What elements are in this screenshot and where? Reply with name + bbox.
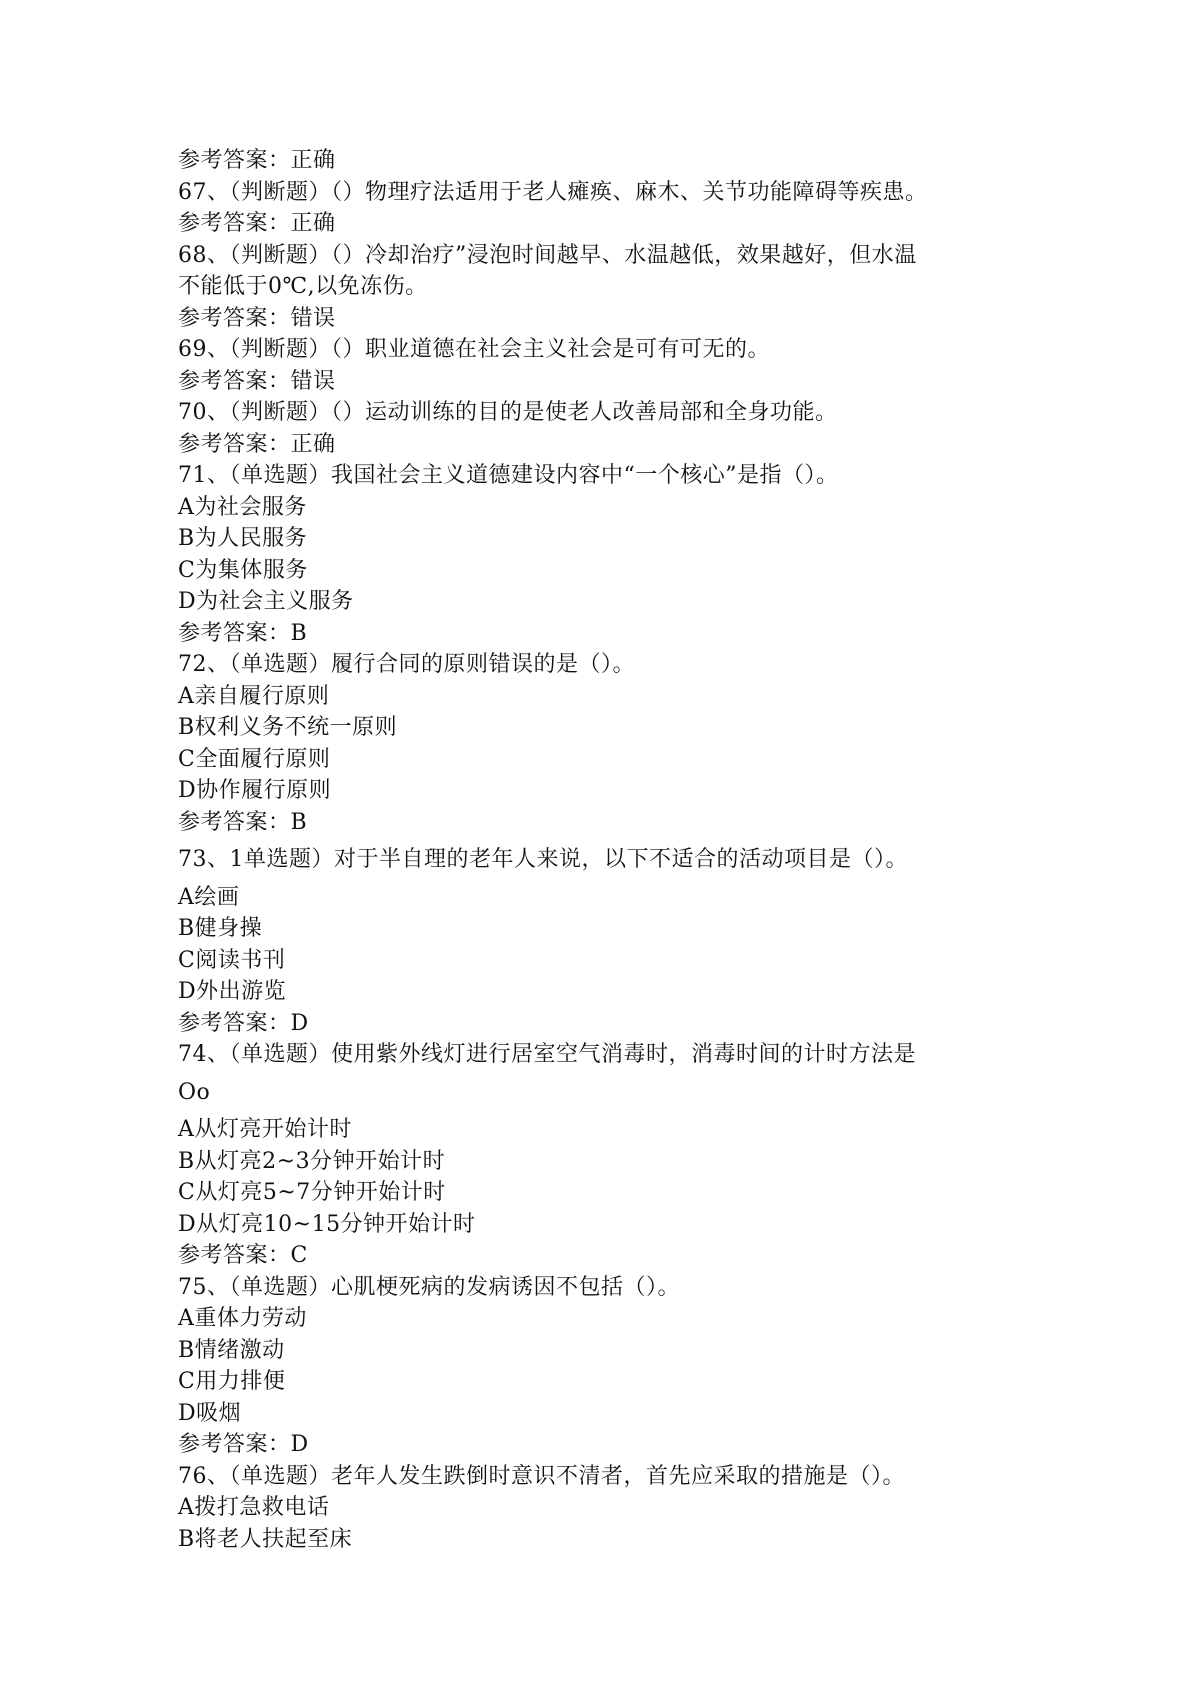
option-a: A从灯亮开始计时 — [178, 1117, 352, 1142]
question-69: 69、（判断题）（）职业道德在社会主义社会是可有可无的。 — [178, 337, 770, 362]
document-page — [178, 145, 1038, 1555]
question-74: 74、（单选题）使用紫外线灯进行居室空气消毒时，消毒时间的计时方法是 — [178, 1042, 916, 1067]
option-b: B从灯亮2~3分钟开始计时 — [178, 1148, 446, 1174]
option-b: B为人民服务 — [178, 526, 308, 551]
answer-line: 参考答案：D — [178, 1010, 309, 1036]
answer-line: 参考答案：错误 — [178, 368, 336, 394]
question-68: 68、（判断题）（）冷却治疗”浸泡时间越早、水温越低，效果越好，但水温 — [178, 242, 917, 268]
answer-line: 参考答案：错误 — [178, 305, 336, 331]
answer-line: 参考答案：C — [178, 1243, 308, 1268]
option-b: B权利义务不统一原则 — [178, 715, 398, 740]
question-75: 75、（单选题）心肌梗死病的发病诱因不包括（）。 — [178, 1274, 680, 1300]
option-a: A绘画 — [178, 884, 240, 910]
option-d: D为社会主义服务 — [178, 589, 354, 614]
option-b: B健身操 — [178, 916, 263, 941]
option-c: C全面履行原则 — [178, 746, 331, 772]
answer-line: 参考答案：正确 — [178, 211, 336, 236]
option-a: A亲自履行原则 — [178, 683, 330, 709]
option-a: A拨打急救电话 — [178, 1495, 330, 1520]
question-68-continued: 不能低于0℃,以免冻伤。 — [178, 274, 428, 299]
option-c: C用力排便 — [178, 1369, 286, 1394]
question-71: 71、（单选题）我国社会主义道德建设内容中“一个核心”是指（）。 — [178, 463, 839, 488]
option-c: C从灯亮5~7分钟开始计时 — [178, 1180, 446, 1205]
option-d: D协作履行原则 — [178, 778, 332, 803]
answer-line: 参考答案：正确 — [178, 431, 336, 457]
option-a: A重体力劳动 — [178, 1306, 307, 1331]
option-b: B将老人扶起至床 — [178, 1526, 353, 1552]
answer-line: 参考答案：D — [178, 1432, 309, 1457]
option-d: D从灯亮10~15分钟开始计时 — [178, 1211, 476, 1237]
answer-line: 参考答案：B — [178, 620, 308, 646]
answer-line: 参考答案：B — [178, 809, 308, 835]
question-74-continued: Oo — [178, 1079, 211, 1105]
answer-line: 参考答案：正确 — [178, 148, 336, 173]
question-72: 72、（单选题）履行合同的原则错误的是（）。 — [178, 652, 635, 677]
option-b: B情绪激动 — [178, 1337, 285, 1363]
option-d: D吸烟 — [178, 1400, 242, 1426]
option-d: D外出游览 — [178, 979, 287, 1004]
question-70: 70、（判断题）（）运动训练的目的是使老人改善局部和全身功能。 — [178, 400, 838, 425]
question-76: 76、（单选题）老年人发生跌倒时意识不清者，首先应采取的措施是（）。 — [178, 1463, 905, 1489]
option-c: C为集体服务 — [178, 557, 308, 583]
question-73: 73、1单选题）对于半自理的老年人来说，以下不适合的活动项目是（）。 — [178, 847, 908, 872]
question-67: 67、（判断题）（）物理疗法适用于老人瘫痪、麻木、关节功能障碍等疾患。 — [178, 179, 928, 205]
option-c: C阅读书刊 — [178, 947, 286, 973]
option-a: A为社会服务 — [178, 494, 307, 520]
